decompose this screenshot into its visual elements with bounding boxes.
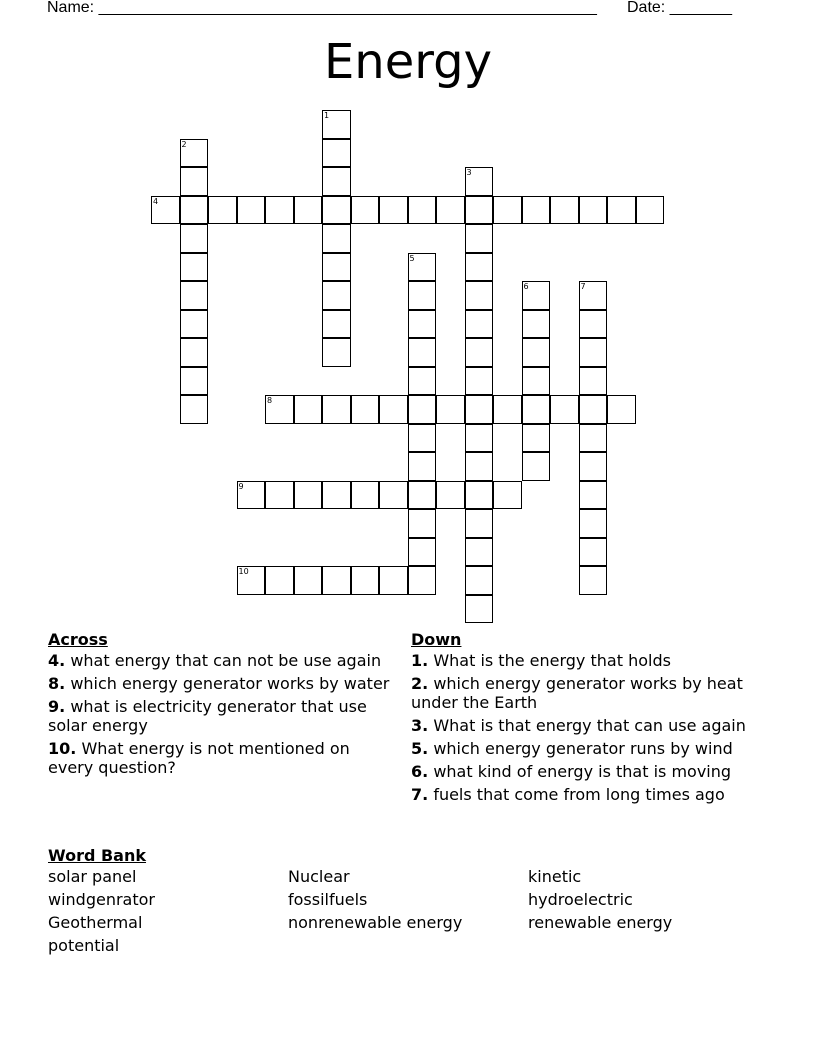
grid-cell[interactable] <box>294 566 323 595</box>
grid-cell[interactable] <box>408 538 437 567</box>
clue-down-5 <box>411 739 761 758</box>
grid-cell[interactable] <box>636 196 665 225</box>
grid-cell[interactable] <box>351 395 380 424</box>
clue-text: What is the energy that holds <box>433 651 671 670</box>
grid-cell[interactable] <box>436 481 465 510</box>
grid-cell[interactable] <box>408 395 437 424</box>
clue-text: What energy is not mentioned on every question? <box>48 739 350 777</box>
grid-cell[interactable] <box>522 424 551 453</box>
word-bank-item: hydroelectric <box>528 890 633 909</box>
grid-cell[interactable] <box>436 196 465 225</box>
clue-down-2 <box>411 674 761 712</box>
grid-cell[interactable] <box>550 395 579 424</box>
grid-cell[interactable] <box>322 310 351 339</box>
grid-cell[interactable] <box>180 395 209 424</box>
grid-cell[interactable] <box>294 481 323 510</box>
cell-number: 9 <box>238 481 244 491</box>
grid-cell[interactable] <box>579 338 608 367</box>
clue-text: fuels that come from long times ago <box>433 785 725 804</box>
grid-cell[interactable] <box>579 196 608 225</box>
clue-text: which energy generator runs by wind <box>433 739 733 758</box>
down-clues <box>411 630 761 808</box>
grid-cell[interactable] <box>408 424 437 453</box>
grid-cell[interactable] <box>237 196 266 225</box>
grid-cell[interactable] <box>265 566 294 595</box>
grid-cell[interactable] <box>408 566 437 595</box>
word-bank-heading: Word Bank <box>48 846 147 865</box>
clue-text: which energy generator works by heat under the Earth <box>411 674 743 712</box>
grid-cell[interactable] <box>522 196 551 225</box>
cell-number: 7 <box>580 282 586 291</box>
grid-cell[interactable] <box>522 310 551 339</box>
grid-cell[interactable] <box>180 224 209 253</box>
grid-cell[interactable] <box>493 395 522 424</box>
grid-cell[interactable] <box>579 395 608 424</box>
grid-cell[interactable] <box>322 566 351 595</box>
grid-cell[interactable] <box>322 224 351 253</box>
grid-cell[interactable] <box>579 452 608 481</box>
clue-number: 6. <box>411 762 429 781</box>
name-field[interactable]: Name: ________________________________________________________ <box>47 0 597 16</box>
grid-cell[interactable] <box>522 395 551 424</box>
clue-number: 10. <box>48 739 77 758</box>
grid-cell[interactable] <box>493 481 522 510</box>
across-heading: Across <box>48 630 108 649</box>
grid-cell[interactable] <box>408 481 437 510</box>
grid-cell[interactable] <box>522 338 551 367</box>
clue-down-7 <box>411 785 761 804</box>
clue-across-4 <box>48 651 393 670</box>
cell-number: 5 <box>409 253 415 263</box>
clue-across-10 <box>48 739 393 777</box>
grid-cell[interactable] <box>579 367 608 396</box>
grid-cell[interactable] <box>180 338 209 367</box>
grid-cell[interactable] <box>408 452 437 481</box>
grid-cell[interactable] <box>579 310 608 339</box>
clue-down-1 <box>411 651 761 670</box>
word-bank-item: renewable energy <box>528 913 673 932</box>
clue-number: 3. <box>411 716 429 735</box>
grid-cell[interactable] <box>322 253 351 282</box>
grid-cell[interactable] <box>607 196 636 225</box>
grid-cell[interactable] <box>180 310 209 339</box>
clue-number: 9. <box>48 697 66 716</box>
grid-cell[interactable] <box>408 310 437 339</box>
grid-cell[interactable] <box>579 538 608 567</box>
grid-cell[interactable] <box>579 424 608 453</box>
grid-cell[interactable] <box>379 196 408 225</box>
word-bank-list <box>48 867 768 955</box>
clue-text: which energy generator works by water <box>70 674 390 693</box>
grid-cell[interactable] <box>465 253 494 282</box>
word-bank-item: nonrenewable energy <box>288 913 463 932</box>
clue-number: 4. <box>48 651 66 670</box>
clue-number: 2. <box>411 674 429 693</box>
word-bank-item: kinetic <box>528 867 582 886</box>
date-field[interactable]: Date: _______ <box>627 0 732 16</box>
grid-cell[interactable] <box>465 538 494 567</box>
grid-cell[interactable] <box>180 367 209 396</box>
grid-cell[interactable] <box>265 196 294 225</box>
clue-number: 8. <box>48 674 66 693</box>
grid-cell[interactable] <box>322 395 351 424</box>
cell-number: 6 <box>523 282 529 291</box>
grid-cell[interactable] <box>465 367 494 396</box>
grid-cell[interactable] <box>465 395 494 424</box>
grid-cell[interactable] <box>465 509 494 538</box>
grid-cell[interactable] <box>408 338 437 367</box>
grid-cell[interactable] <box>408 196 437 225</box>
grid-cell[interactable] <box>465 481 494 510</box>
grid-cell[interactable] <box>465 196 494 225</box>
grid-cell[interactable] <box>465 281 494 310</box>
grid-cell[interactable] <box>180 196 209 225</box>
clue-number: 5. <box>411 739 429 758</box>
grid-cell[interactable] <box>180 253 209 282</box>
grid-cell[interactable] <box>351 196 380 225</box>
grid-cell[interactable] <box>379 481 408 510</box>
grid-cell[interactable] <box>322 139 351 168</box>
grid-cell[interactable] <box>351 481 380 510</box>
grid-cell[interactable] <box>408 281 437 310</box>
grid-cell[interactable] <box>322 481 351 510</box>
word-bank-item: windgenrator <box>48 890 155 909</box>
clue-down-3 <box>411 716 761 735</box>
across-clues <box>48 630 393 781</box>
grid-cell[interactable] <box>408 509 437 538</box>
grid-cell[interactable] <box>465 566 494 595</box>
grid-cell[interactable] <box>436 395 465 424</box>
grid-cell[interactable] <box>322 196 351 225</box>
grid-cell[interactable] <box>180 281 209 310</box>
grid-cell[interactable] <box>579 481 608 510</box>
word-bank-item: Geothermal <box>48 913 143 932</box>
down-heading: Down <box>411 630 462 649</box>
grid-cell[interactable] <box>465 595 494 624</box>
clue-number: 7. <box>411 785 429 804</box>
clue-down-6 <box>411 762 761 781</box>
clue-text: what energy that can not be use again <box>70 651 382 670</box>
cell-number: 8 <box>267 396 273 405</box>
clue-text: what kind of energy is that is moving <box>433 762 732 781</box>
grid-cell[interactable] <box>550 196 579 225</box>
grid-cell[interactable] <box>351 566 380 595</box>
grid-cell[interactable] <box>379 395 408 424</box>
grid-cell[interactable] <box>322 167 351 196</box>
grid-cell[interactable] <box>208 196 237 225</box>
page-title: Energy <box>323 34 493 90</box>
word-bank-item: Nuclear <box>288 867 350 886</box>
grid-cell[interactable] <box>493 196 522 225</box>
grid-cell[interactable] <box>322 338 351 367</box>
word-bank-item: fossilfuels <box>288 890 368 909</box>
cell-number: 3 <box>466 168 472 177</box>
grid-cell[interactable] <box>579 509 608 538</box>
word-bank <box>48 846 768 955</box>
grid-cell[interactable] <box>465 224 494 253</box>
grid-cell[interactable] <box>322 281 351 310</box>
grid-cell[interactable] <box>465 424 494 453</box>
grid-cell[interactable] <box>522 367 551 396</box>
grid-cell[interactable] <box>579 566 608 595</box>
grid-cell[interactable] <box>522 452 551 481</box>
cell-number: 1 <box>324 111 330 120</box>
grid-cell[interactable] <box>465 338 494 367</box>
grid-cell[interactable] <box>379 566 408 595</box>
clue-number: 1. <box>411 651 429 670</box>
grid-cell[interactable] <box>607 395 636 424</box>
clue-across-9 <box>48 697 393 735</box>
cell-number: 10 <box>238 567 249 576</box>
grid-cell[interactable] <box>465 310 494 339</box>
clue-text: what is electricity generator that use solar energy <box>48 697 367 735</box>
cell-number: 2 <box>181 139 187 149</box>
grid-cell[interactable] <box>465 452 494 481</box>
cell-number: 4 <box>153 196 159 206</box>
grid-cell[interactable] <box>180 167 209 196</box>
grid-cell[interactable] <box>294 196 323 225</box>
clue-across-8 <box>48 674 393 693</box>
word-bank-item: solar panel <box>48 867 137 886</box>
grid-cell[interactable] <box>408 367 437 396</box>
grid-cell[interactable] <box>294 395 323 424</box>
clue-text: What is that energy that can use again <box>433 716 746 735</box>
word-bank-item: potential <box>48 936 120 955</box>
grid-cell[interactable] <box>265 481 294 510</box>
